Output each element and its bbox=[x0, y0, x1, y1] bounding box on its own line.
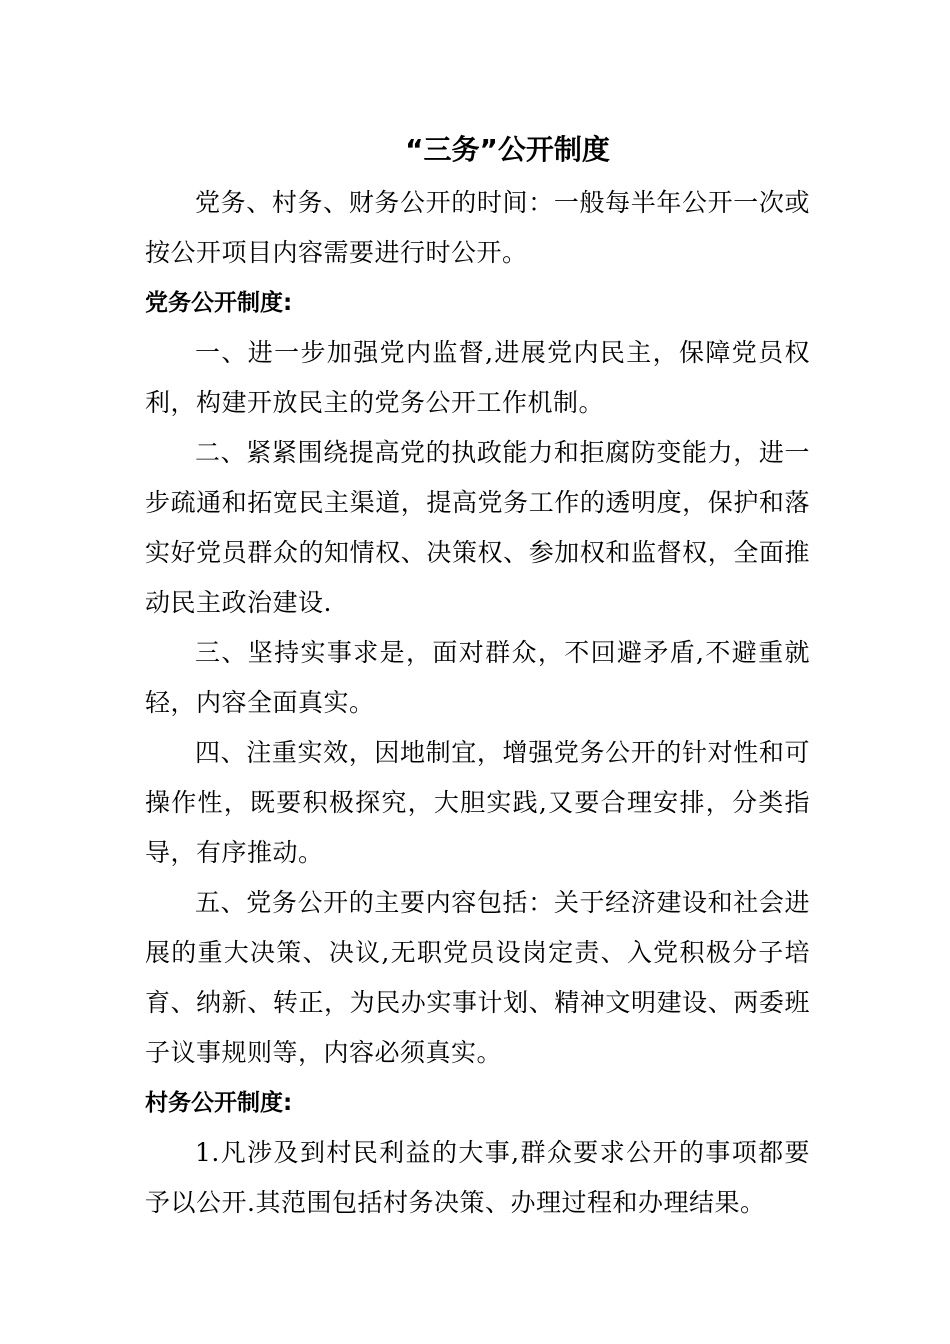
paragraph: 四、注重实效，因地制宜，增强党务公开的针对性和可操作性，既要积极探究，大胆实践,又要合理安排，分类指导，有序推动。 bbox=[145, 738, 810, 867]
paragraph: 1.凡涉及到村民利益的大事,群众要求公开的事项都要予以公开.其范围包括村务决策、办理过程和办理结果。 bbox=[145, 1138, 810, 1217]
paragraph: 五、党务公开的主要内容包括：关于经济建设和社会进展的重大决策、决议,无职党员设岗定责、入党积极分子培育、纳新、转正，为民办实事计划、精神文明建设、两委班子议事规则等，内容必须真实。 bbox=[145, 888, 810, 1067]
document-page bbox=[145, 126, 810, 1228]
paragraph: 二、紧紧围绕提高党的执政能力和拒腐防变能力，进一步疏通和拓宽民主渠道，提高党务工作的透明度，保护和落实好党员群众的知情权、决策权、参加权和监督权，全面推动民主政治建设. bbox=[145, 438, 810, 617]
section-party-affairs bbox=[145, 278, 810, 1078]
document-title: “三务”公开制度 bbox=[405, 133, 610, 166]
section-village-affairs bbox=[145, 1078, 810, 1228]
section-heading: 村务公开制度: bbox=[145, 1090, 293, 1116]
intro-paragraph: 党务、村务、财务公开的时间：一般每半年公开一次或按公开项目内容需要进行时公开。 bbox=[145, 188, 810, 267]
paragraph: 一、进一步加强党内监督,进展党内民主，保障党员权利，构建开放民主的党务公开工作机制。 bbox=[145, 338, 810, 417]
paragraph: 三、坚持实事求是，面对群众，不回避矛盾,不避重就轻，内容全面真实。 bbox=[145, 638, 810, 717]
section-heading: 党务公开制度: bbox=[145, 290, 293, 316]
